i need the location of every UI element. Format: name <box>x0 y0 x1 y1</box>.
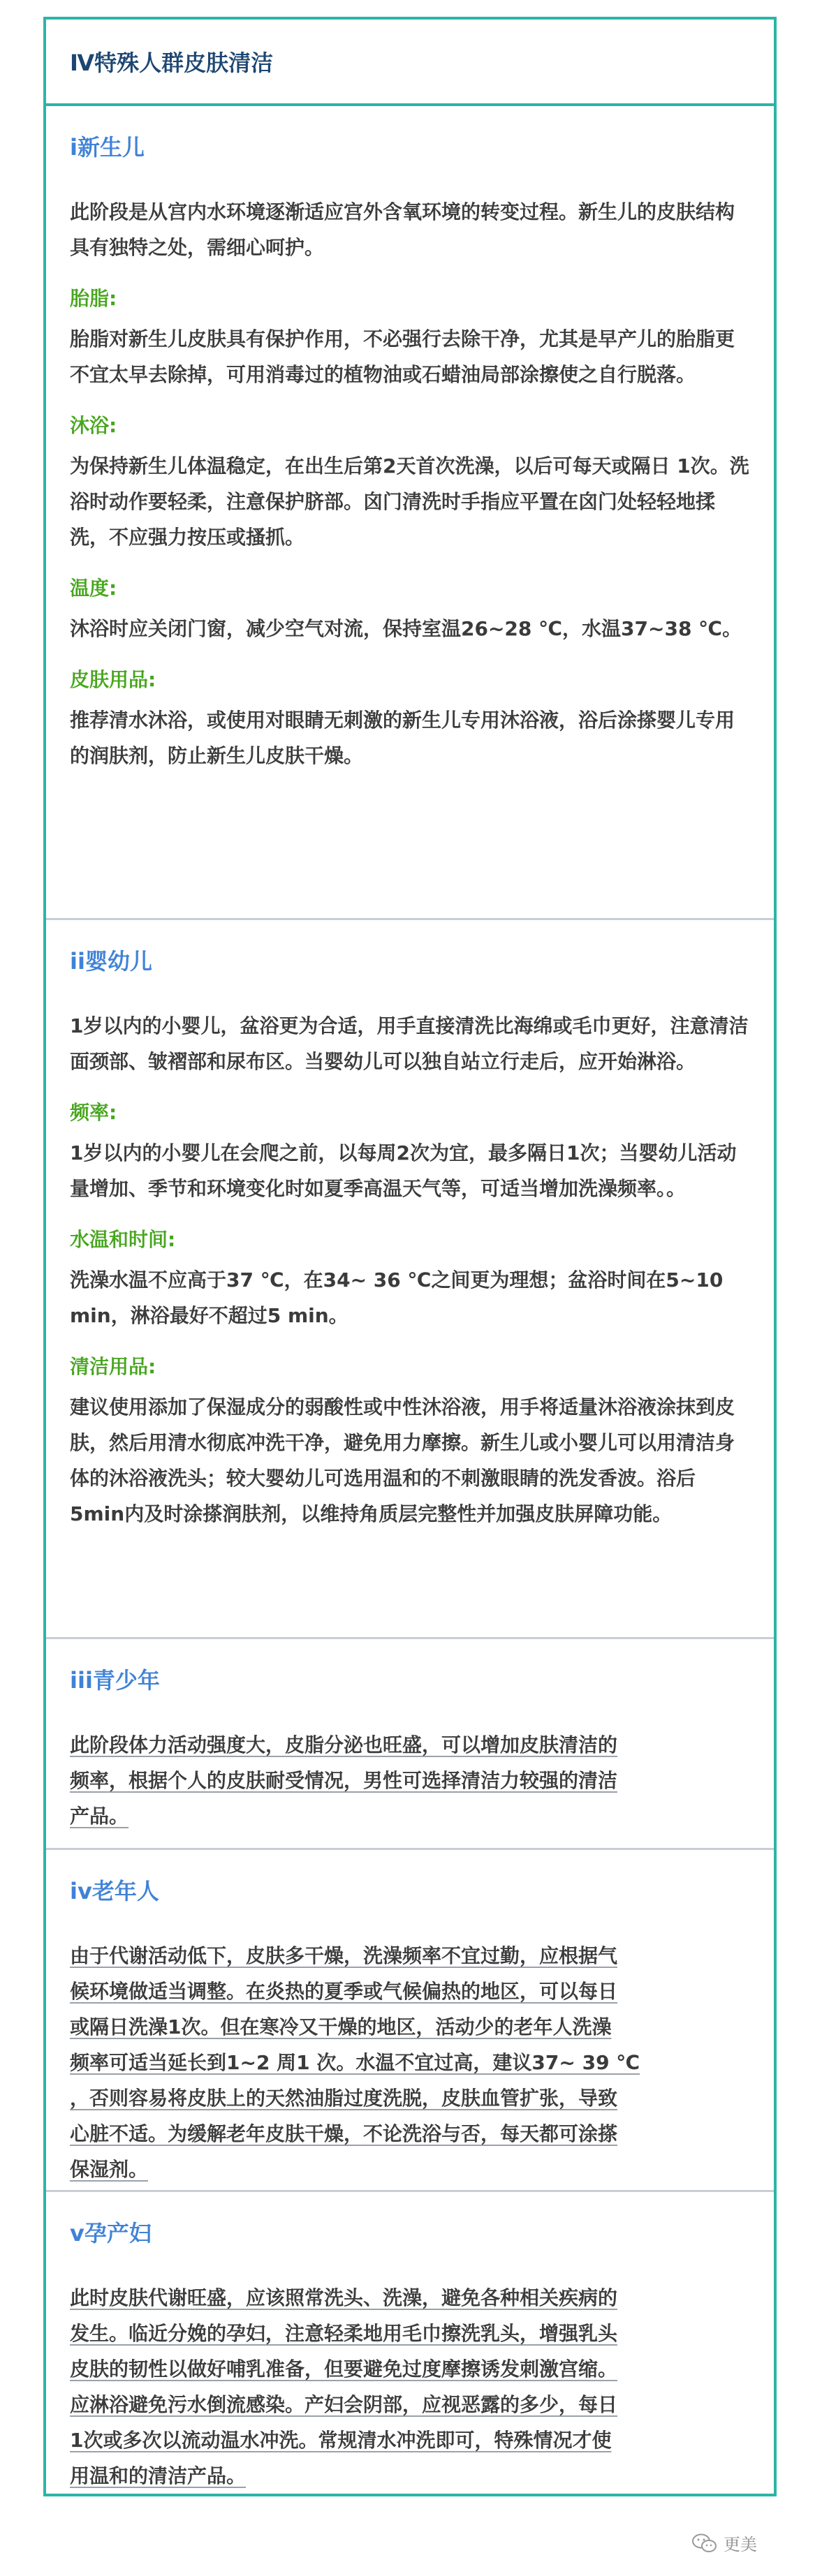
infant-products-text: 建议使用添加了保湿成分的弱酸性或中性沐浴液，用手将适量沐浴液涂抹到皮肤，然后用清水彻底冲洗干净，避免用力摩擦。新生儿或小婴儿可以用清洁身体的沐浴液洗头；较大婴幼儿可选用温和的不刺激眼睛的洗发香波。浴后5min内及时涂搽润肤剂，以维持角质层完整性并加强皮肤屏障功能。 <box>70 1396 735 1525</box>
text-line: 频率可适当延长到1~2 周1 次。水温不宜过高，建议37~ 39 ℃ <box>70 2051 640 2074</box>
brand-name: 更美 <box>724 2535 757 2554</box>
section-newborn <box>46 106 774 920</box>
maternal-text <box>70 2280 750 2494</box>
text-line: 由于代谢活动低下，皮肤多干燥，洗澡频率不宜过勤，应根据气 <box>70 1944 618 1967</box>
newborn-intro: 此阶段是从宫内水环境逐渐适应宫外含氧环境的转变过程。新生儿的皮肤结构具有独特之处，需细心呵护。 <box>70 200 735 259</box>
text-line: 用温和的清洁产品。 <box>70 2464 247 2487</box>
adolescent-text <box>70 1727 750 1834</box>
bath-heading: 沐浴: <box>70 414 117 437</box>
text-line: 此时皮肤代谢旺盛，应该照常洗头、洗澡，避免各种相关疾病的 <box>70 2286 618 2309</box>
frequency-text: 1岁以内的小婴儿在会爬之前，以每周2次为宜，最多隔日1次；当婴幼儿活动量增加、季节和环境变化时如夏季高温天气等，可适当增加洗澡频率。。 <box>70 1141 737 1200</box>
text-line: 心脏不适。为缓解老年皮肤干燥，不论洗浴与否，每天都可涂搽 <box>70 2122 618 2145</box>
section-heading-infant: ii婴幼儿 <box>70 948 152 975</box>
section-elderly <box>46 1850 774 2192</box>
infant-intro: 1岁以内的小婴儿，盆浴更为合适，用手直接清洗比海绵或毛巾更好，注意清洁面颈部、皱褶部和尿布区。当婴幼儿可以独自站立行走后，应开始淋浴。 <box>70 1014 749 1073</box>
newborn-products-text: 推荐清水沐浴，或使用对眼睛无刺激的新生儿专用沐浴液，浴后涂搽婴儿专用的润肤剂，防止新生儿皮肤干燥。 <box>70 709 735 767</box>
section-infant <box>46 920 774 1639</box>
text-line: 1次或多次以流动温水冲洗。常规清水冲洗即可，特殊情况才使 <box>70 2429 612 2452</box>
elderly-text <box>70 1938 750 2187</box>
frequency-heading: 频率: <box>70 1101 117 1124</box>
vernix-heading: 胎脂: <box>70 287 117 310</box>
newborn-products-heading: 皮肤用品: <box>70 668 156 691</box>
page-title: Ⅳ特殊人群皮肤清洁 <box>70 50 274 76</box>
title-bar <box>46 20 774 106</box>
text-line: 候环境做适当调整。在炎热的夏季或气候偏热的地区，可以每日 <box>70 1980 618 2003</box>
text-line: 应淋浴避免污水倒流感染。产妇会阴部，应视恶露的多少，每日 <box>70 2393 618 2416</box>
temperature-text: 沐浴时应关闭门窗，减少空气对流，保持室温26~28 ℃，水温37~38 ℃。 <box>70 617 742 640</box>
text-line: ，否则容易将皮肤上的天然油脂过度洗脱，皮肤血管扩张，导致 <box>70 2087 618 2110</box>
text-line: 频率，根据个人的皮肤耐受情况，男性可选择清洁力较强的清洁 <box>70 1769 618 1792</box>
wechat-icon <box>691 2533 718 2554</box>
water-time-text: 洗澡水温不应高于37 ℃，在34~ 36 ℃之间更为理想；盆浴时间在5~10 min，淋浴最好不超过5 min。 <box>70 1268 724 1327</box>
section-adolescent <box>46 1639 774 1850</box>
text-line: 发生。临近分娩的孕妇，注意轻柔地用毛巾擦洗乳头，增强乳头 <box>70 2322 618 2345</box>
bath-text: 为保持新生儿体温稳定，在出生后第2天首次洗澡，以后可每天或隔日 1次。洗浴时动作要轻柔，注意保护脐部。囟门清洗时手指应平置在囟门处轻轻地揉洗，不应强力按压或搔抓。 <box>70 454 749 549</box>
vernix-text: 胎脂对新生儿皮肤具有保护作用，不必强行去除干净，尤其是早产儿的胎脂更不宜太早去除掉，可用消毒过的植物油或石蜡油局部涂擦使之自行脱落。 <box>70 327 735 386</box>
text-line: 此阶段体力活动强度大，皮脂分泌也旺盛，可以增加皮肤清洁的 <box>70 1733 618 1756</box>
section-heading-adolescent: iii青少年 <box>70 1667 160 1694</box>
text-line: 皮肤的韧性以做好哺乳准备，但要避免过度摩擦诱发刺激宫缩。 <box>70 2357 618 2381</box>
section-heading-newborn: i新生儿 <box>70 134 145 161</box>
text-line: 或隔日洗澡1次。但在寒冷又干燥的地区，活动少的老年人洗澡 <box>70 2015 612 2038</box>
infant-products-heading: 清洁用品: <box>70 1355 156 1378</box>
section-heading-maternal: v孕产妇 <box>70 2220 152 2246</box>
section-heading-elderly: iv老年人 <box>70 1878 159 1904</box>
water-time-heading: 水温和时间: <box>70 1228 176 1251</box>
text-line: 保湿剂。 <box>70 2158 149 2181</box>
temperature-heading: 温度: <box>70 577 117 600</box>
content-frame <box>43 17 777 2496</box>
section-maternal <box>46 2192 774 2494</box>
footer-brand <box>691 2531 757 2555</box>
text-line: 产品。 <box>70 1805 129 1828</box>
